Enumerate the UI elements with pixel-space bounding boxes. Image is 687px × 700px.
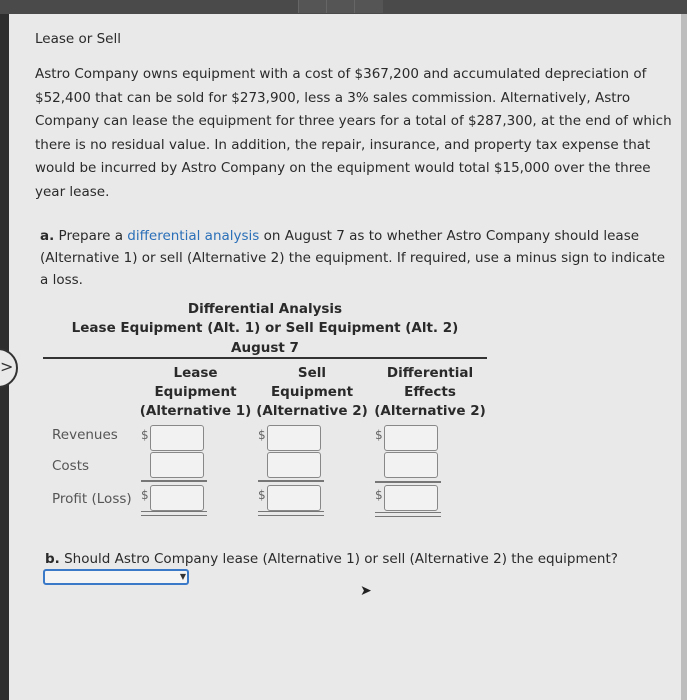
analysis-subtitle: Lease Equipment (Alt. 1) or Sell Equipment (Alt. 2) (71, 320, 459, 336)
part-b-text: Should Astro Company lease (Alternative 1) or sell (Alternative 2) the equipment? (59, 551, 618, 567)
right-border (681, 14, 687, 700)
row-label-costs: Costs (52, 458, 90, 474)
problem-intro: Astro Company owns equipment with a cost of $367,200 and accumulated depreciation of $52,400 that can be sold for $273,900, less a 3% sales commission. Alternatively, Astro Company can lease the equipment for three years for a total of $287,300, at the end of which there is no residual value. In addition, the repair, insurance, and property tax expense that would be incurred by Astro Company on the equipment would total $15,000 over the three year lease. (35, 66, 672, 200)
column-header-lease (138, 364, 253, 421)
differential-analysis-link[interactable]: differential analysis (127, 228, 260, 244)
window-button[interactable] (326, 0, 355, 13)
dollar-sign: $ (375, 428, 383, 442)
subtotal-line (375, 481, 441, 483)
header-line: (Alternative 2) (256, 403, 368, 419)
differential-profit-input[interactable] (384, 485, 438, 511)
part-a-label: a. (40, 228, 55, 244)
subtotal-line (141, 480, 207, 482)
mouse-cursor-icon: ➤ (360, 583, 372, 599)
differential-revenues-input[interactable] (384, 425, 438, 451)
part-b-label: b. (45, 551, 60, 567)
header-line: (Alternative 1) (139, 403, 252, 419)
header-line: Sell (297, 365, 327, 381)
dollar-sign: $ (258, 488, 266, 502)
lease-or-sell-dropdown[interactable] (43, 569, 189, 585)
lease-profit-input[interactable] (150, 485, 204, 511)
lease-revenues-input[interactable] (150, 425, 204, 451)
dollar-sign: $ (141, 488, 149, 502)
analysis-title: Differential Analysis (187, 301, 343, 317)
column-header-sell (254, 364, 370, 421)
part-a-question (40, 225, 675, 291)
analysis-date: August 7 (231, 340, 299, 356)
dollar-sign: $ (258, 428, 266, 442)
window-button[interactable] (354, 0, 383, 13)
dollar-sign: $ (141, 428, 149, 442)
sell-profit-input[interactable] (267, 485, 321, 511)
part-b-question (45, 548, 618, 572)
chevron-down-icon: ▼ (179, 572, 186, 581)
header-line: (Alternative 2) (374, 403, 486, 419)
header-line: Differential (386, 365, 474, 381)
header-line: Effects (404, 384, 456, 400)
header-line: Lease (173, 365, 218, 381)
header-line: Equipment (154, 384, 237, 400)
problem-title: Lease or Sell (35, 31, 121, 47)
sell-costs-input[interactable] (267, 452, 321, 478)
differential-costs-input[interactable] (384, 452, 438, 478)
header-line: Equipment (270, 384, 354, 400)
dollar-sign: $ (375, 488, 383, 502)
part-a-text: Prepare a (54, 228, 128, 244)
total-double-line (375, 512, 441, 517)
total-double-line (258, 511, 324, 516)
window-title-bar (0, 0, 687, 14)
row-label-revenues: Revenues (52, 427, 118, 443)
total-double-line (141, 511, 207, 516)
lease-costs-input[interactable] (150, 452, 204, 478)
window-button[interactable] (298, 0, 327, 13)
header-rule (43, 357, 487, 359)
row-label-profit-loss: Profit (Loss) (52, 491, 132, 507)
subtotal-line (258, 480, 324, 482)
part-a-text: on August 7 as to whether Astro Company should lease (Alternative 1) or sell (Alternative 2) the equipment. If required, use a minus sign to indicate a loss. (40, 228, 666, 288)
sell-revenues-input[interactable] (267, 425, 321, 451)
chevron-right-icon: > (0, 357, 14, 376)
column-header-differential (372, 364, 488, 421)
